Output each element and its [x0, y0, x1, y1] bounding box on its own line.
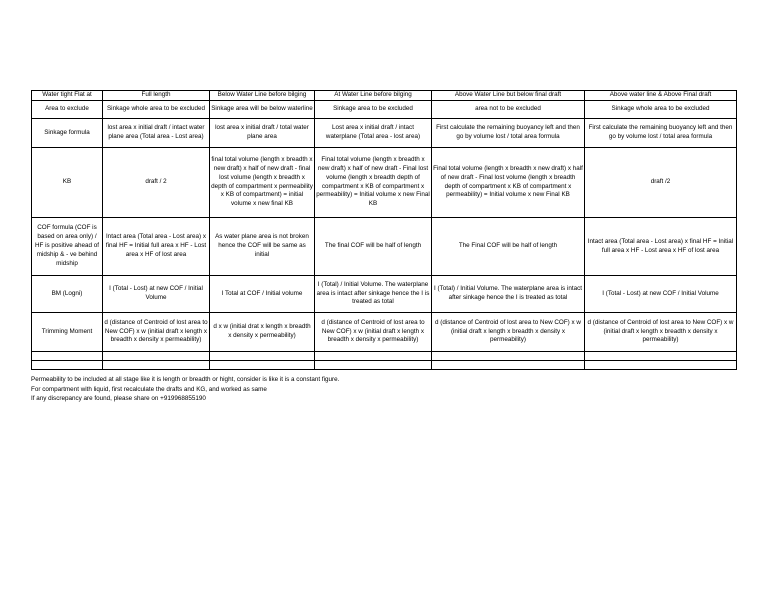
table-row	[32, 276, 737, 313]
table-cell: I (Total) / Initial Volume. The waterplane area is intact after sinkage hence the I is treated as total	[315, 276, 432, 313]
table-cell: d (distance of Centroid of lost area to New COF) x w (initial draft x length x breadth x density x permeability)	[103, 313, 210, 352]
table-cell: draft / 2	[103, 148, 210, 218]
table-cell: d x w (initial drat x length x breadth x density x permeability)	[210, 313, 315, 352]
row-label: COF formula (COF is based on area only) / HF is positive ahead of midship & - ve behind midship	[32, 218, 103, 276]
table-cell: Sinkage whole area to be excluded	[585, 101, 737, 119]
table-cell: d (distance of Centroid of lost area to New COF) x w (initial draft x length x breadth x density x permeability)	[315, 313, 432, 352]
header-cell: Above water line & Above Final draft	[585, 91, 737, 101]
empty-row	[32, 361, 737, 370]
table-cell: First calculate the remaining buoyancy left and then go by volume lost / total area formula	[432, 119, 585, 148]
empty-cell	[32, 361, 103, 370]
table-cell: I (Total - Lost) at new COF / Initial Volume	[103, 276, 210, 313]
table-cell: Sinkage area to be excluded	[315, 101, 432, 119]
empty-cell	[585, 361, 737, 370]
footnotes	[31, 375, 339, 404]
empty-cell	[585, 352, 737, 361]
header-cell: Above Water Line but below final draft	[432, 91, 585, 101]
table-cell: Final total volume (length x breadth x new draft) x half of new draft - Final lost volume (length x breadth depth of compartment x KB of compartment x permeability) = Initial volume x new Final KB	[315, 148, 432, 218]
row-label: Trimming Moment	[32, 313, 103, 352]
table-row	[32, 101, 737, 119]
table-cell: Sinkage whole area to be excluded	[103, 101, 210, 119]
table-row	[32, 148, 737, 218]
table-cell: I Total at COF / Initial volume	[210, 276, 315, 313]
table-cell: Sinkage area will be below waterline	[210, 101, 315, 119]
footnote-contact: If any discrepancy are found, please share on +919968855190	[31, 395, 206, 402]
table-cell: draft /2	[585, 148, 737, 218]
flooding-calculation-table	[31, 90, 737, 370]
header-cell: Full length	[103, 91, 210, 101]
table-cell: I (Total) / Initial Volume. The waterplane area is intact after sinkage hence the I is treated as total	[432, 276, 585, 313]
table-cell: Lost area x initial draft / intact waterplane (Total area - lost area)	[315, 119, 432, 148]
empty-row	[32, 352, 737, 361]
table-cell: d (distance of Centroid of lost area to New COF) x w (initial draft x length x breadth x density x permeability)	[585, 313, 737, 352]
table-row	[32, 313, 737, 352]
table-cell: Intact area (Total area - Lost area) x final HF = Initial full area x HF - Lost area x HF of lost area	[585, 218, 737, 276]
table-row	[32, 119, 737, 148]
table-cell: As water plane area is not broken hence the COF will be same as initial	[210, 218, 315, 276]
table-cell: Final total volume (length x breadth x new draft) x half of new draft - Final lost volume (length x breadth depth of compartment x KB of compartment x permeability) = Initial volume x new Final KB	[432, 148, 585, 218]
empty-cell	[432, 361, 585, 370]
empty-cell	[210, 361, 315, 370]
table-cell: lost area x initial draft / total water plane area	[210, 119, 315, 148]
header-row	[32, 91, 737, 101]
header-cell: Below Water Line before bilging	[210, 91, 315, 101]
row-label: Area to exclude	[32, 101, 103, 119]
empty-cell	[32, 352, 103, 361]
empty-cell	[315, 352, 432, 361]
row-label: KB	[32, 148, 103, 218]
table-cell: area not to be excluded	[432, 101, 585, 119]
table-cell: Intact area (Total area - Lost area) x final HF = Initial full area x HF - Lost area x HF of lost area	[103, 218, 210, 276]
table-row	[32, 218, 737, 276]
table-cell: The final COF will be half of length	[315, 218, 432, 276]
footnote-liquid-compartment: For compartment with liquid, first recalculate the drafts and KG, and worked as same	[31, 385, 267, 393]
row-label: Sinkage formula	[32, 119, 103, 148]
table-cell: The Final COF will be half of length	[432, 218, 585, 276]
empty-cell	[315, 361, 432, 370]
header-cell: At Water Line before bilging	[315, 91, 432, 101]
header-cell: Water tight Flat at	[32, 91, 103, 101]
empty-cell	[210, 352, 315, 361]
row-label: BM (Logni)	[32, 276, 103, 313]
table-cell: d (distance of Centroid of lost area to New COF) x w (initial draft x length x breadth x density x permeability)	[432, 313, 585, 352]
empty-cell	[103, 361, 210, 370]
footnote-permeability: Permeability to be included at all stage like it is length or breadth or hight, consider is like it is a constant figure.	[31, 376, 340, 383]
empty-cell	[103, 352, 210, 361]
table-cell: lost area x initial draft / intact water plane area (Total area - Lost area)	[103, 119, 210, 148]
empty-cell	[432, 352, 585, 361]
table-cell: First calculate the remaining buoyancy left and then go by volume lost / total area formula	[585, 119, 737, 148]
table-cell: final total volume (length x breadth x new draft) x half of new draft - final lost volume (length x breadth x depth of compartment x permeability x KB of compartment) = initial volume x new final KB	[210, 148, 315, 218]
table-cell: I (Total - Lost) at new COF / Initial Volume	[585, 276, 737, 313]
